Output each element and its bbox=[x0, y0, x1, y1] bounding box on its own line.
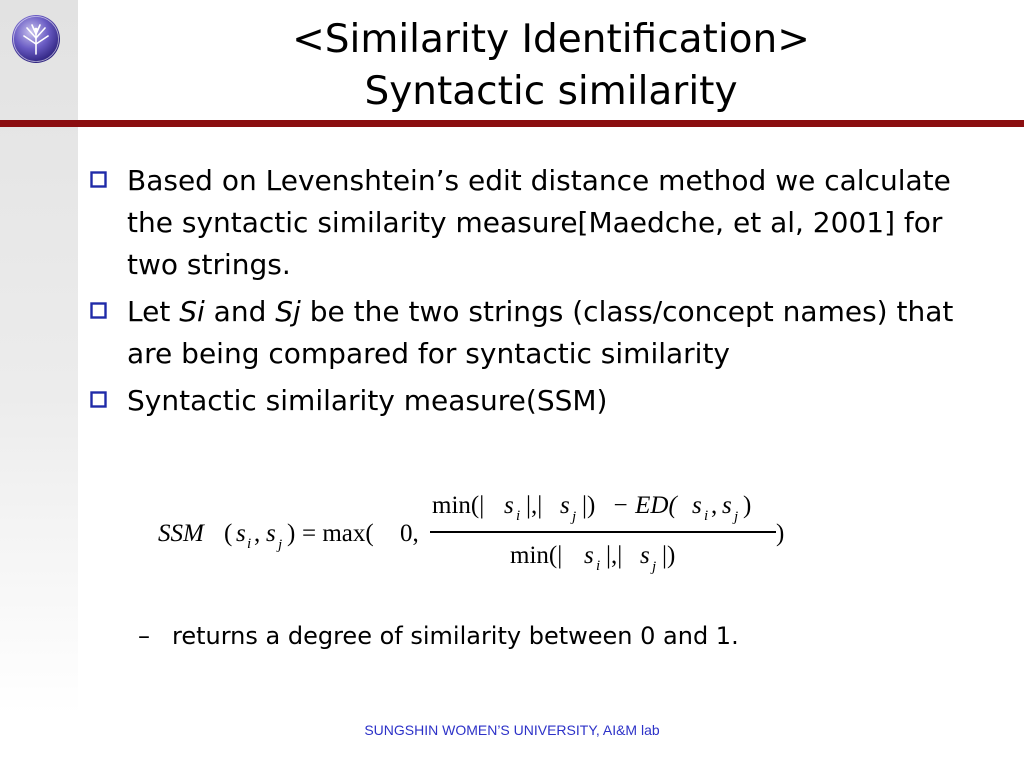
formula-sep: |,| bbox=[606, 542, 623, 569]
ssm-formula bbox=[156, 483, 796, 587]
formula-sub-j: j bbox=[572, 509, 577, 525]
bullet-item-ssm bbox=[88, 380, 988, 422]
bullet-text-part: be the two strings (class/concept names) that are being compared for syntactic similarity bbox=[127, 295, 954, 370]
university-logo-icon bbox=[11, 14, 61, 64]
bullet-list bbox=[88, 160, 988, 427]
hollow-square-bullet-icon bbox=[90, 302, 107, 319]
title-divider bbox=[0, 120, 1024, 127]
formula-zero: 0, bbox=[400, 520, 419, 547]
formula-sub-j: j bbox=[278, 537, 283, 553]
formula-s: s bbox=[584, 542, 594, 569]
formula-sub-j: j bbox=[652, 559, 657, 575]
bullet-text: Syntactic similarity measure(SSM) bbox=[127, 384, 608, 417]
bullet-text-part: and bbox=[204, 295, 276, 328]
left-decor-strip bbox=[0, 0, 78, 715]
formula-eq-max: = max( bbox=[302, 520, 374, 547]
bullet-item-levenshtein bbox=[88, 160, 988, 286]
sub-bullet-text: returns a degree of similarity between 0 and 1. bbox=[172, 622, 739, 650]
slide-footer: SUNGSHIN WOMEN’S UNIVERSITY, AI&M lab bbox=[364, 722, 660, 738]
formula-num-min: min(| bbox=[432, 492, 485, 519]
dash-bullet: – bbox=[138, 622, 150, 650]
slide-title-line-2: Syntactic similarity bbox=[364, 69, 738, 114]
sub-bullet-item bbox=[138, 619, 739, 653]
formula-sub-i: i bbox=[247, 536, 252, 552]
formula-bar-close: |) bbox=[662, 542, 676, 569]
formula-comma: , bbox=[711, 492, 718, 519]
formula-lhs-name: SSM bbox=[158, 520, 204, 547]
formula-paren: ) bbox=[743, 492, 752, 519]
formula-s: s bbox=[504, 492, 514, 519]
bullet-text-part: Let bbox=[127, 295, 180, 328]
formula-sub-i: i bbox=[704, 508, 709, 524]
formula-minus-ed: − ED( bbox=[612, 492, 677, 519]
formula-sub-j: j bbox=[734, 509, 739, 525]
bullet-item-strings bbox=[88, 291, 988, 375]
formula-s: s bbox=[266, 520, 276, 547]
bullet-text: Based on Levenshtein’s edit distance method we calculate the syntactic similarity measure[Maedche, et al, 2001] for two strings. bbox=[127, 164, 951, 281]
formula-paren: ( bbox=[224, 520, 233, 547]
formula-paren: ) bbox=[287, 520, 296, 547]
formula-bar-close: |) bbox=[582, 492, 596, 519]
formula-s: s bbox=[560, 492, 570, 519]
slide-title-line-1: <Similarity Identification> bbox=[292, 17, 810, 62]
variable-si: Si bbox=[179, 295, 205, 328]
ssm-formula-svg bbox=[156, 483, 796, 583]
slide-title bbox=[78, 14, 1024, 118]
formula-final-paren: ) bbox=[776, 520, 785, 547]
hollow-square-bullet-icon bbox=[90, 171, 107, 188]
formula-sep: |,| bbox=[526, 492, 543, 519]
formula-s: s bbox=[236, 520, 246, 547]
formula-den-min: min(| bbox=[510, 542, 563, 569]
formula-s: s bbox=[722, 492, 732, 519]
hollow-square-bullet-icon bbox=[90, 391, 107, 408]
formula-sub-i: i bbox=[516, 508, 521, 524]
formula-s: s bbox=[692, 492, 702, 519]
variable-sj: Sj bbox=[275, 295, 301, 328]
formula-comma: , bbox=[254, 520, 261, 547]
formula-s: s bbox=[640, 542, 650, 569]
formula-sub-i: i bbox=[596, 558, 601, 574]
